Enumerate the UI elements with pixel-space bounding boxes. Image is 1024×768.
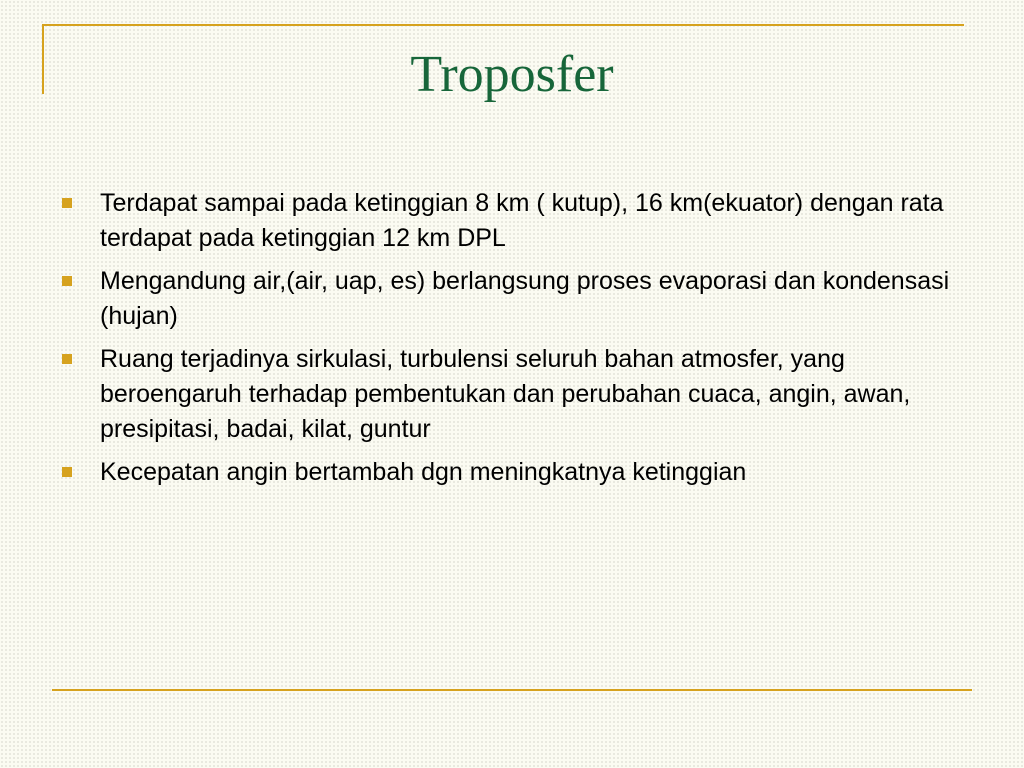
bullet-text: Terdapat sampai pada ketinggian 8 km ( kutup), 16 km(ekuator) dengan rata terdapat pada ketinggian 12 km DPL: [100, 189, 944, 252]
bullet-item: [62, 186, 982, 256]
square-bullet-icon: [62, 276, 72, 286]
bullet-item: [62, 342, 982, 447]
bullet-text: Kecepatan angin bertambah dgn meningkatnya ketinggian: [100, 458, 747, 486]
slide-title: Troposfer: [410, 46, 614, 103]
square-bullet-icon: [62, 467, 72, 477]
bullet-text: Mengandung air,(air, uap, es) berlangsung proses evaporasi dan kondensasi (hujan): [100, 267, 950, 330]
bullet-text: Ruang terjadinya sirkulasi, turbulensi seluruh bahan atmosfer, yang beroengaruh terhadap pembentukan dan perubahan cuaca, angin, awan, presipitasi, badai, kilat, guntur: [100, 345, 911, 443]
bullet-item: [62, 264, 982, 334]
bottom-divider-line: [52, 689, 972, 691]
square-bullet-icon: [62, 198, 72, 208]
top-divider-line: [42, 24, 964, 26]
bullet-item: [62, 455, 982, 490]
bullet-list: [62, 186, 982, 498]
square-bullet-icon: [62, 354, 72, 364]
